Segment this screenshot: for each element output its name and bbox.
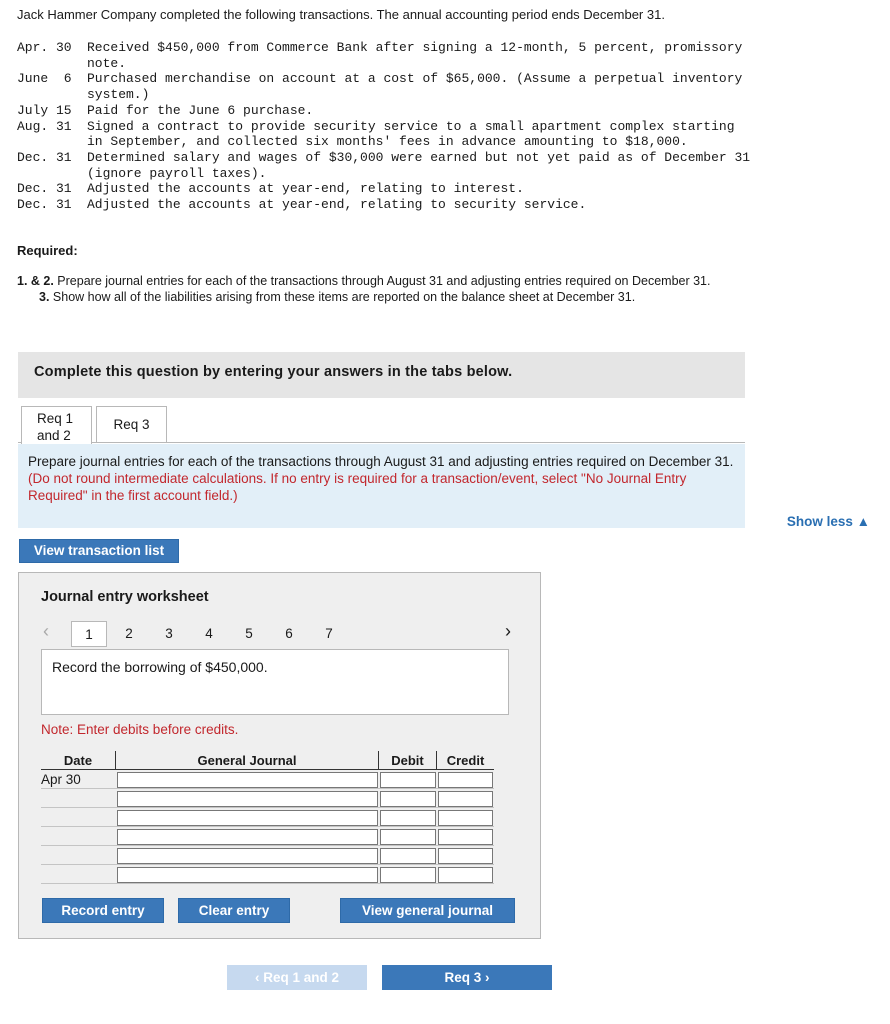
prev-req-button[interactable] — [227, 965, 367, 990]
table-row — [41, 846, 494, 865]
show-less-link[interactable] — [787, 514, 870, 529]
transaction-text: Determined salary and wages of $30,000 were earned but not yet paid as of December 31 (ignore payroll taxes). — [87, 149, 751, 181]
caret-up-icon: ▲ — [856, 514, 870, 529]
tab-req-1-and-2[interactable] — [21, 406, 92, 444]
transactions-list — [17, 40, 757, 213]
required-item-number: 3. — [39, 290, 50, 304]
view-transaction-list-button[interactable]: View transaction list — [19, 539, 179, 563]
account-field[interactable] — [117, 848, 378, 864]
required-heading: Required: — [17, 243, 78, 258]
debit-field[interactable] — [380, 810, 436, 826]
table-row — [41, 789, 494, 808]
show-less-label: Show less — [786, 514, 853, 529]
transaction-text: Adjusted the accounts at year-end, relating to interest. — [87, 181, 524, 197]
next-req-button[interactable] — [382, 965, 552, 990]
credit-header: Credit — [437, 751, 495, 770]
entry-note: Note: Enter debits before credits. — [41, 722, 239, 737]
next-req-label: Req 3 — [444, 970, 482, 985]
table-row — [41, 808, 494, 827]
account-field[interactable] — [117, 829, 378, 845]
required-list — [17, 273, 737, 305]
transaction-text: Paid for the June 6 purchase. — [87, 102, 314, 118]
worksheet-title: Journal entry worksheet — [41, 589, 209, 605]
table-row — [41, 827, 494, 846]
transaction-text: Purchased merchandise on account at a cost of $65,000. (Assume a perpetual inventory system.) — [87, 71, 743, 103]
page-4-button[interactable]: 4 — [205, 626, 213, 641]
credit-field[interactable] — [438, 867, 494, 883]
transaction-date: Dec. 31 — [17, 181, 72, 197]
transaction-row — [17, 119, 757, 150]
debit-field[interactable] — [380, 791, 436, 807]
transaction-date: July 15 — [17, 102, 72, 118]
required-item-3 — [17, 289, 737, 305]
transaction-row — [17, 71, 757, 102]
view-general-journal-button[interactable]: View general journal — [340, 898, 515, 923]
account-field[interactable] — [117, 772, 378, 788]
instructions-red: (Do not round intermediate calculations. If no entry is required for a transaction/event, select "No Journal Entry Required" in the first account field.) — [28, 471, 687, 503]
transaction-row — [17, 150, 757, 181]
transaction-row — [17, 40, 757, 71]
entry-date: Apr 30 — [41, 770, 116, 789]
tab-label-line2: and 2 — [37, 428, 71, 443]
transaction-row — [17, 181, 757, 197]
debit-field[interactable] — [380, 867, 436, 883]
required-item-text: Prepare journal entries for each of the transactions through August 31 and adjusting entries required on December 31. — [53, 274, 711, 288]
required-item-1-2 — [17, 273, 737, 289]
credit-field[interactable] — [438, 810, 494, 826]
credit-field[interactable] — [438, 848, 494, 864]
banner-text: Complete this question by entering your answers in the tabs below. — [34, 364, 513, 380]
transaction-date: Dec. 31 — [17, 149, 72, 165]
general-journal-header: General Journal — [116, 751, 379, 770]
debit-field[interactable] — [380, 829, 436, 845]
tab-req-3[interactable]: Req 3 — [96, 406, 167, 443]
transaction-date: Dec. 31 — [17, 197, 72, 213]
transaction-text: Received $450,000 from Commerce Bank after signing a 12-month, 5 percent, promissory note. — [87, 40, 743, 71]
tab-divider — [18, 442, 745, 443]
date-header: Date — [41, 751, 116, 770]
transaction-date: Aug. 31 — [17, 118, 72, 134]
page-6-button[interactable]: 6 — [285, 626, 293, 641]
table-row — [41, 865, 494, 884]
transaction-text: Adjusted the accounts at year-end, relating to security service. — [87, 197, 587, 213]
page-5-button[interactable]: 5 — [245, 626, 253, 641]
transaction-row — [17, 197, 757, 213]
instructions-main: Prepare journal entries for each of the transactions through August 31 and adjusting entries required on December 31. — [28, 454, 734, 469]
required-item-text: Show how all of the liabilities arising from these items are reported on the balance sheet at December 31. — [49, 290, 636, 304]
account-field[interactable] — [117, 867, 378, 883]
transaction-date: Apr. 30 — [17, 40, 72, 55]
journal-header-row — [41, 751, 494, 770]
transaction-row — [17, 103, 757, 119]
prev-req-label: Req 1 and 2 — [263, 970, 340, 985]
chevron-right-icon: › — [485, 970, 490, 985]
tab-instructions — [18, 444, 745, 528]
page-2-button[interactable]: 2 — [125, 626, 133, 641]
problem-intro: Jack Hammer Company completed the following transactions. The annual accounting period ends December 31. — [17, 7, 665, 22]
table-row — [41, 770, 494, 789]
worksheet-pager — [41, 621, 521, 647]
tab-label-line1: Req 1 — [37, 411, 74, 426]
page-1-button[interactable]: 1 — [71, 621, 107, 647]
journal-entry-worksheet — [18, 572, 541, 939]
debit-header: Debit — [379, 751, 437, 770]
required-item-number: 1. & 2. — [17, 274, 54, 288]
transaction-date: June 6 — [17, 71, 72, 87]
page-7-button[interactable]: 7 — [325, 626, 333, 641]
journal-table — [41, 751, 494, 884]
credit-field[interactable] — [438, 772, 494, 788]
account-field[interactable] — [117, 810, 378, 826]
entry-description: Record the borrowing of $450,000. — [41, 649, 509, 715]
chevron-left-icon: ‹ — [254, 970, 260, 985]
chevron-right-icon[interactable]: › — [505, 621, 511, 641]
credit-field[interactable] — [438, 829, 494, 845]
transaction-text: Signed a contract to provide security service to a small apartment complex starting in September, and collected six months' fees in advance amounting to $18,000. — [87, 118, 735, 150]
chevron-left-icon[interactable]: ‹ — [43, 621, 49, 641]
debit-field[interactable] — [380, 772, 436, 788]
page-3-button[interactable]: 3 — [165, 626, 173, 641]
debit-field[interactable] — [380, 848, 436, 864]
clear-entry-button[interactable]: Clear entry — [178, 898, 290, 923]
record-entry-button[interactable]: Record entry — [42, 898, 164, 923]
credit-field[interactable] — [438, 791, 494, 807]
account-field[interactable] — [117, 791, 378, 807]
instruction-banner — [18, 352, 745, 398]
